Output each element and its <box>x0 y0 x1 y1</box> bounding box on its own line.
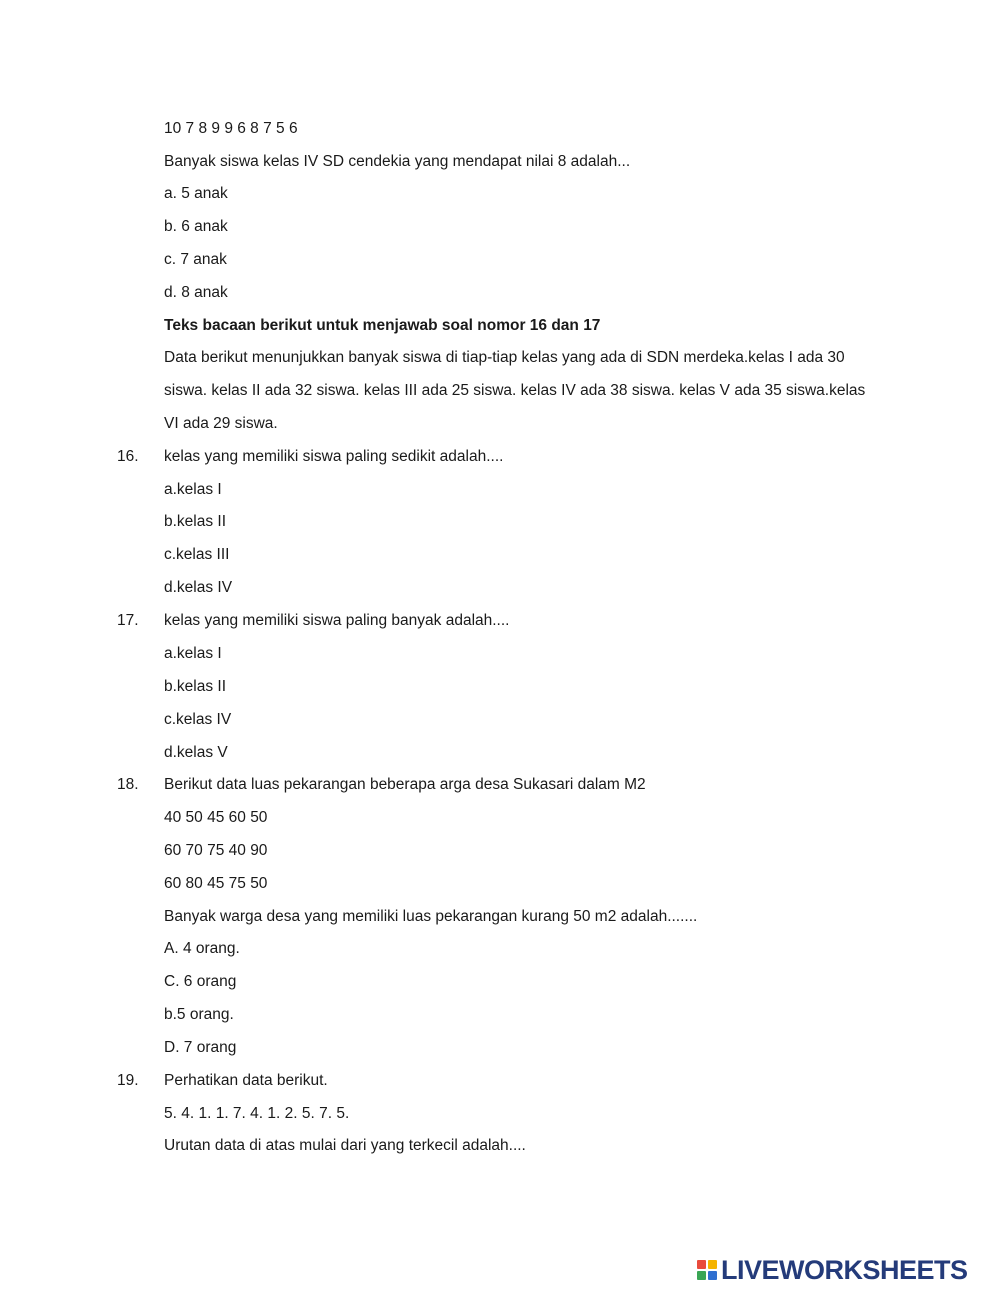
q18-question: Berikut data luas pekarangan beberapa arga desa Sukasari dalam M2 <box>164 776 646 793</box>
q16-option-d: d.kelas IV <box>164 579 233 596</box>
q15-option-b: b. 6 anak <box>164 218 228 235</box>
logo-block <box>708 1271 717 1280</box>
q17-option-a: a.kelas I <box>164 645 222 662</box>
q19-number: 19. <box>117 1072 139 1089</box>
q17-option-c: c.kelas IV <box>164 711 232 728</box>
q19-data-line: 5. 4. 1. 1. 7. 4. 1. 2. 5. 7. 5. <box>164 1105 350 1122</box>
q18-data-line-1: 40 50 45 60 50 <box>164 809 268 826</box>
q15-data-line: 10 7 8 9 9 6 8 7 5 6 <box>164 120 298 137</box>
q19-prompt: Urutan data di atas mulai dari yang terkecil adalah.... <box>164 1137 526 1154</box>
q18-data-line-2: 60 70 75 40 90 <box>164 842 268 859</box>
q16-option-b: b.kelas II <box>164 513 227 530</box>
q15-question: Banyak siswa kelas IV SD cendekia yang mendapat nilai 8 adalah... <box>164 153 631 170</box>
q18-option-d: D. 7 orang <box>164 1039 237 1056</box>
logo-text: LIVEWORKSHEETS <box>721 1255 968 1285</box>
q18-option-a: A. 4 orang. <box>164 940 240 957</box>
logo-block <box>697 1260 706 1269</box>
q17-option-b: b.kelas II <box>164 678 227 695</box>
q18-number: 18. <box>117 776 139 793</box>
q18-data-line-3: 60 80 45 75 50 <box>164 875 268 892</box>
q18-option-b: b.5 orang. <box>164 1006 234 1023</box>
q18-prompt: Banyak warga desa yang memiliki luas pekarangan kurang 50 m2 adalah....... <box>164 908 698 925</box>
logo-mark-icon <box>697 1260 717 1280</box>
q17-number: 17. <box>117 612 139 629</box>
reading-line-2: siswa. kelas II ada 32 siswa. kelas III ada 25 siswa. kelas IV ada 38 siswa. kelas V ada 35 siswa.kelas <box>164 382 866 399</box>
liveworksheets-logo <box>697 1256 968 1284</box>
q15-option-d: d. 8 anak <box>164 284 228 301</box>
reading-heading: Teks bacaan berikut untuk menjawab soal nomor 16 dan 17 <box>164 317 601 334</box>
q16-question: kelas yang memiliki siswa paling sedikit adalah.... <box>164 448 504 465</box>
logo-block <box>708 1260 717 1269</box>
logo-block <box>697 1271 706 1280</box>
q15-option-c: c. 7 anak <box>164 251 227 268</box>
reading-line-3: VI ada 29 siswa. <box>164 415 278 432</box>
q19-question: Perhatikan data berikut. <box>164 1072 328 1089</box>
q16-option-a: a.kelas I <box>164 481 222 498</box>
q16-number: 16. <box>117 448 139 465</box>
q17-question: kelas yang memiliki siswa paling banyak adalah.... <box>164 612 510 629</box>
q18-option-c: C. 6 orang <box>164 973 237 990</box>
q17-option-d: d.kelas V <box>164 744 228 761</box>
q15-option-a: a. 5 anak <box>164 185 228 202</box>
reading-line-1: Data berikut menunjukkan banyak siswa di tiap-tiap kelas yang ada di SDN merdeka.kelas I ada 30 <box>164 349 845 366</box>
q16-option-c: c.kelas III <box>164 546 230 563</box>
